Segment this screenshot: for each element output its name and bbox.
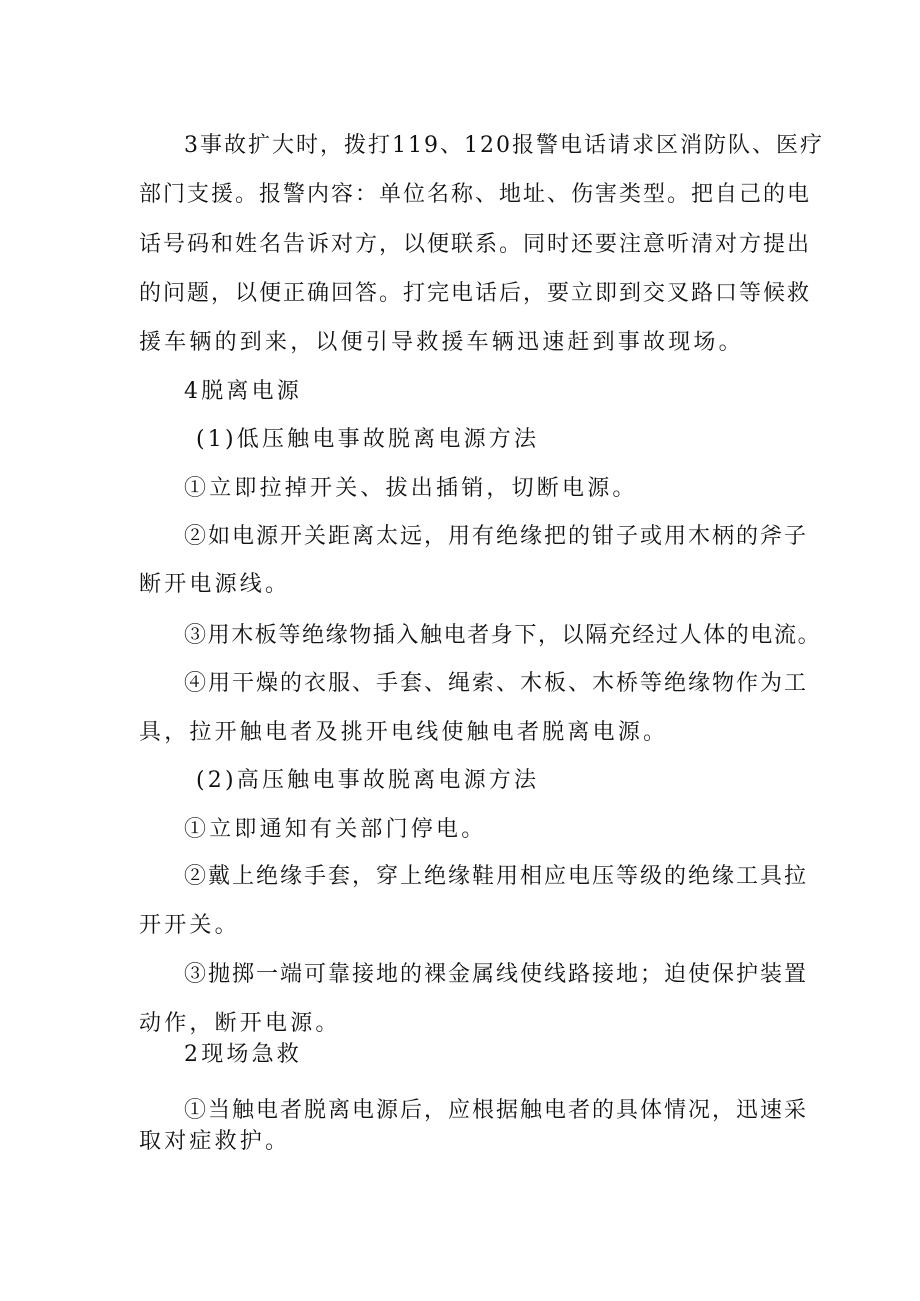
list-item: ①立即通知有关部门停电。 <box>184 817 487 842</box>
subsection-heading: (2)高压触电事故脱离电源方法 <box>196 768 540 793</box>
list-item: ③抛掷一端可靠接地的裸金属线使线路接地；迫使保护装置 <box>184 962 809 987</box>
list-item-continuation: 开开关。 <box>139 913 240 938</box>
list-item: ③用木板等绝缘物插入触电者身下，以隔充经过人体的电流。 <box>184 623 822 648</box>
list-item: ①当触电者脱离电源后，应根据触电者的具体情况，迅速采 <box>184 1098 809 1123</box>
list-item: ①立即拉掉开关、拔出插销，切断电源。 <box>184 476 638 501</box>
list-item-continuation: 取对症救护。 <box>139 1129 291 1154</box>
list-item-continuation: 断开电源线。 <box>139 572 291 597</box>
text-line: 话号码和姓名告诉对方，以便联系。同时还要注意听清对方提出 <box>139 232 812 257</box>
list-item: ④用干燥的衣服、手套、绳索、木板、木桥等绝缘物作为工 <box>184 671 809 696</box>
text-line: 援车辆的到来，以便引导救援车辆迅速赶到事故现场。 <box>139 330 744 355</box>
list-item-continuation: 具，拉开触电者及挑开电线使触电者脱离电源。 <box>139 720 669 745</box>
section-heading: 2现场急救 <box>184 1042 302 1067</box>
list-item: ②如电源开关距离太远，用有绝缘把的钳子或用木柄的斧子 <box>184 524 809 549</box>
text-line: 3事故扩大时，拨打119、120报警电话请求区消防队、医疗 <box>184 133 824 158</box>
subsection-heading: (1)低压触电事故脱离电源方法 <box>196 427 540 452</box>
list-item-continuation: 动作，断开电源。 <box>139 1011 341 1036</box>
text-line: 的问题，以便正确回答。打完电话后，要立即到交叉路口等候救 <box>139 281 812 306</box>
list-item: ②戴上绝缘手套，穿上绝缘鞋用相应电压等级的绝缘工具拉 <box>184 864 809 889</box>
text-line: 部门支援。报警内容：单位名称、地址、伤害类型。把自己的电 <box>139 182 812 207</box>
section-heading: 4脱离电源 <box>184 379 302 404</box>
